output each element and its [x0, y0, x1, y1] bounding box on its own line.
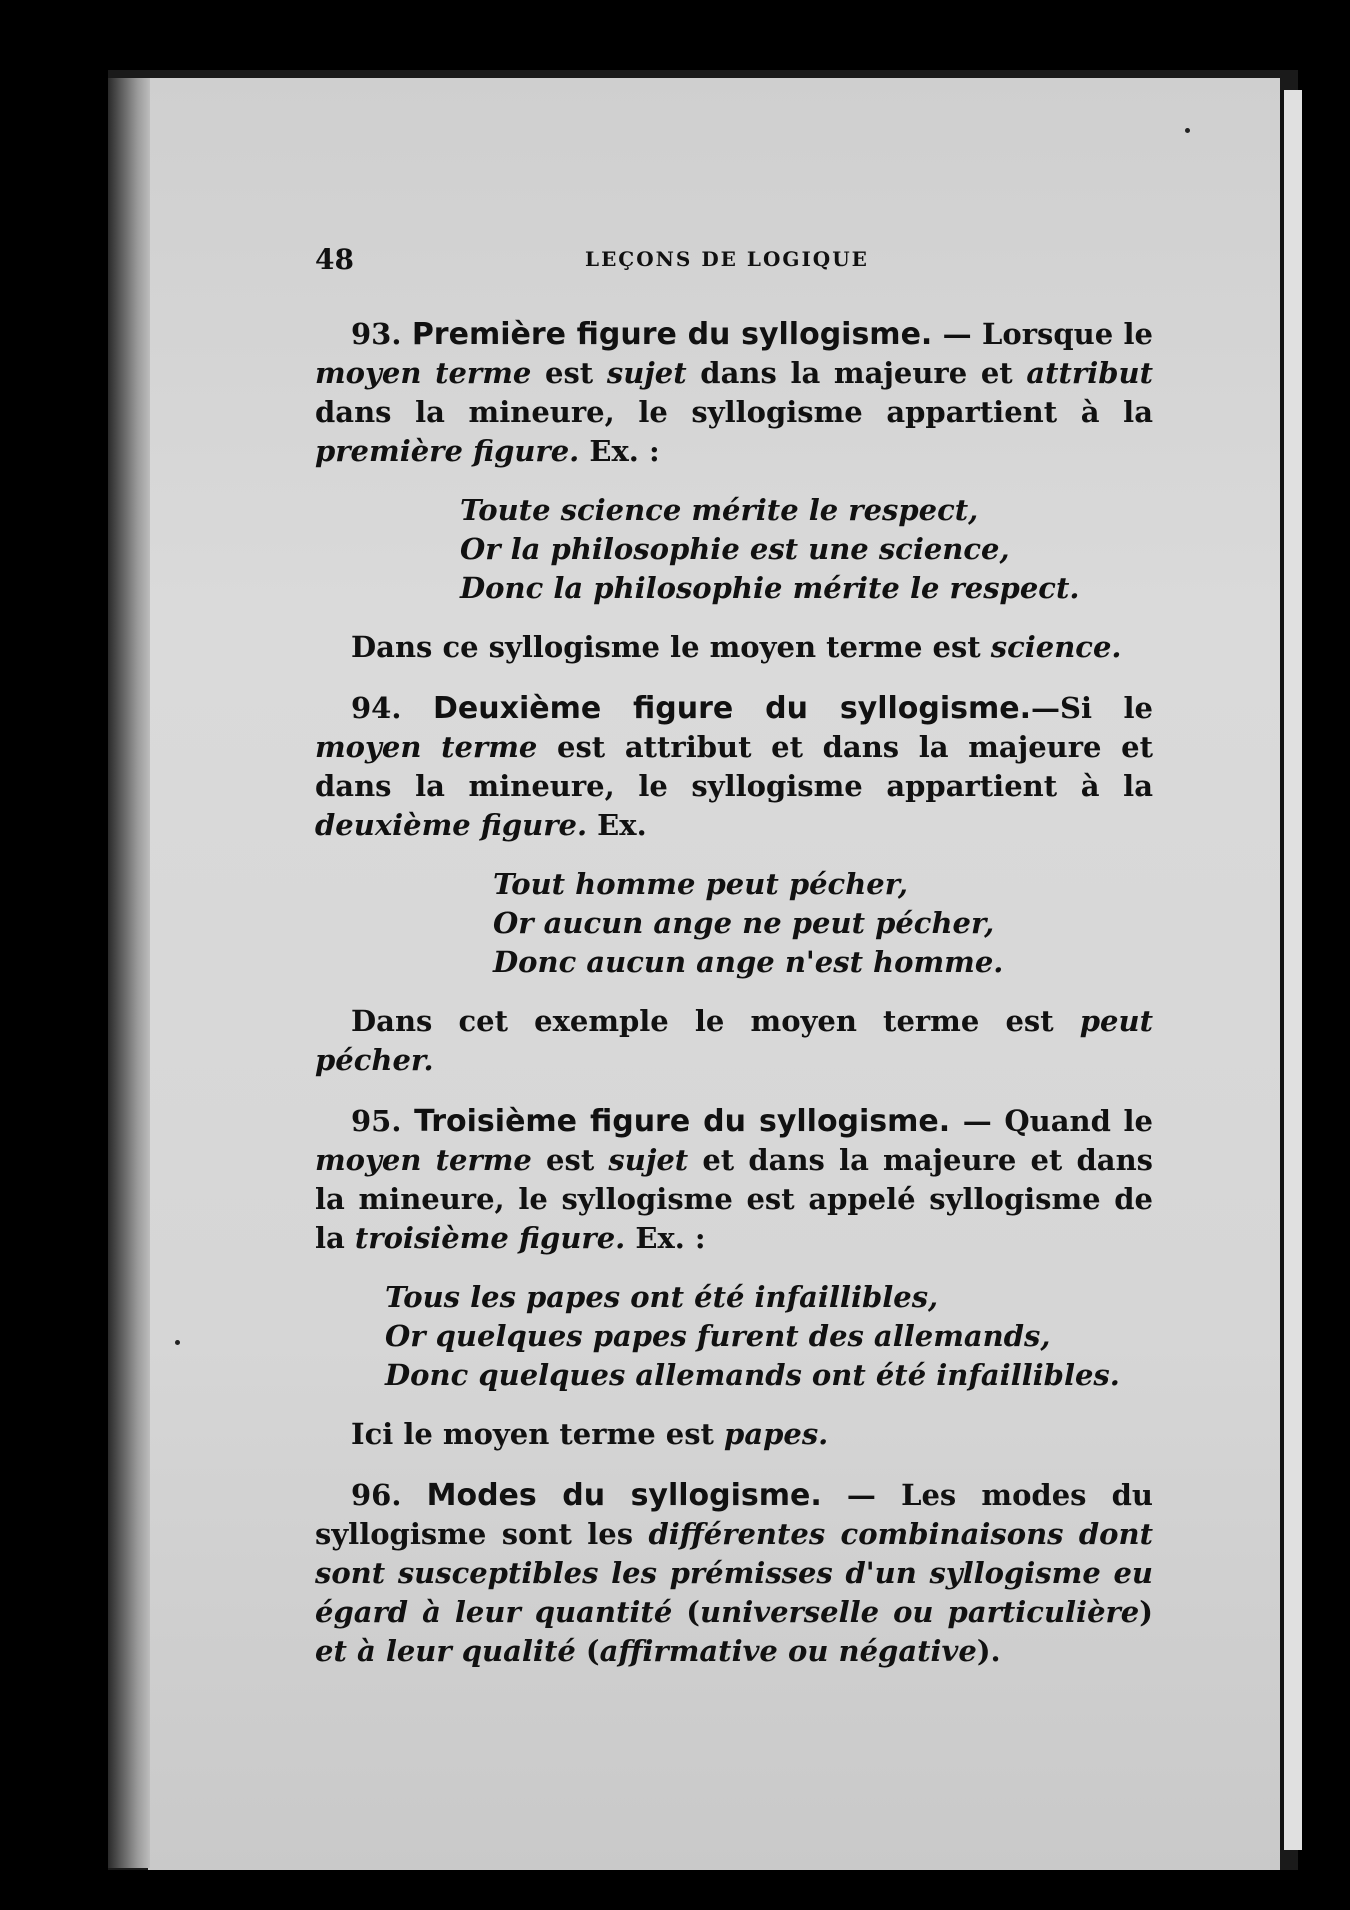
body-text: et dans la majeure et dans la mineure, le syllogisme est appelé syllogisme de la: [315, 1143, 1153, 1255]
running-head: [315, 243, 1155, 283]
verse-line: Toute science mérite le respect,: [460, 493, 979, 527]
italic-text: deuxième figure.: [315, 808, 588, 842]
section-96: [315, 1476, 1153, 1671]
italic-text: moyen terme: [315, 1143, 532, 1177]
section-number: 94.: [351, 691, 402, 725]
body-text: Ex. :: [625, 1221, 706, 1255]
italic-text: affirmative ou négative: [599, 1634, 977, 1668]
body-text: dans la mineure, le syllogisme appartient à la: [315, 395, 1153, 429]
body-text: dans la majeure et: [686, 356, 1027, 390]
italic-text: troisième figure.: [354, 1221, 626, 1255]
italic-text: papes.: [724, 1417, 829, 1451]
section-heading: Première figure du syllogisme.: [411, 317, 933, 352]
body-text: est: [531, 356, 607, 390]
section-93: [315, 315, 1153, 471]
section-number: 95.: [351, 1104, 402, 1138]
speck: [1185, 128, 1190, 133]
italic-text: et à leur qualité: [315, 1634, 576, 1668]
body-text: — Les modes du syllogisme sont les: [315, 1478, 1153, 1551]
section-heading: Deuxième figure du syllogisme.: [432, 691, 1032, 726]
book-binding: [108, 78, 150, 1868]
page-body: [315, 315, 1153, 1671]
section-93-conclusion: [315, 628, 1153, 667]
verse-line: Tous les papes ont été infaillibles,: [385, 1280, 939, 1314]
example-syllogism-94: [315, 865, 1153, 982]
next-page-edge: [1280, 90, 1302, 1850]
verse-line: Or la philosophie est une science,: [460, 532, 1010, 566]
italic-text: moyen terme: [315, 730, 538, 764]
body-text: est attribut et dans la majeure et dans la mineure, le syllogisme appartient à la: [315, 730, 1153, 803]
italic-text: peut pécher.: [315, 1004, 1153, 1077]
italic-text: différentes combinaisons dont sont susceptibles les prémisses d'un syllogisme eu égard à leur quantité: [315, 1517, 1153, 1629]
body-text: Ex. :: [579, 434, 660, 468]
example-syllogism-93: [315, 491, 1153, 608]
verse-line: Donc quelques allemands ont été infaillibles.: [385, 1358, 1120, 1392]
italic-text: attribut: [1026, 356, 1153, 390]
body-text: est: [531, 1143, 609, 1177]
verse-line: Tout homme peut pécher,: [493, 867, 909, 901]
running-title: LEÇONS DE LOGIQUE: [585, 247, 869, 271]
body-text: Dans cet exemple le moyen terme est: [351, 1004, 1080, 1038]
example-syllogism-95: [315, 1278, 1153, 1395]
body-text: (: [672, 1595, 701, 1629]
body-text: —Si le: [1031, 691, 1153, 725]
body-text: Ici le moyen terme est: [351, 1417, 725, 1451]
verse-line: Donc aucun ange n'est homme.: [493, 945, 1004, 979]
section-94-conclusion: [315, 1002, 1153, 1080]
verse-line: Donc la philosophie mérite le respect.: [460, 571, 1080, 605]
section-heading: Troisième figure du syllogisme.: [414, 1104, 951, 1139]
body-text: — Quand le: [950, 1104, 1153, 1138]
body-text: — Lorsque le: [932, 317, 1153, 351]
section-94: [315, 689, 1153, 845]
speck: [175, 1340, 180, 1345]
body-text: Ex.: [587, 808, 647, 842]
section-95: [315, 1102, 1153, 1258]
italic-text: moyen terme: [315, 356, 532, 390]
body-text: Dans ce syllogisme le moyen terme est: [351, 630, 991, 664]
section-95-conclusion: [315, 1415, 1153, 1454]
section-number: 96.: [351, 1478, 402, 1512]
italic-text: sujet: [606, 356, 687, 390]
section-heading: Modes du syllogisme.: [426, 1478, 822, 1513]
verse-line: Or aucun ange ne peut pécher,: [493, 906, 995, 940]
body-text: (: [575, 1634, 600, 1668]
verse-line: Or quelques papes furent des allemands,: [385, 1319, 1051, 1353]
body-text: ).: [976, 1634, 1001, 1668]
body-text: ): [1139, 1595, 1153, 1629]
italic-text: universelle ou particulière: [700, 1595, 1140, 1629]
italic-text: première figure.: [315, 434, 580, 468]
page-number: 48: [315, 243, 354, 276]
italic-text: sujet: [608, 1143, 689, 1177]
section-number: 93.: [351, 317, 402, 351]
italic-text: science.: [990, 630, 1122, 664]
